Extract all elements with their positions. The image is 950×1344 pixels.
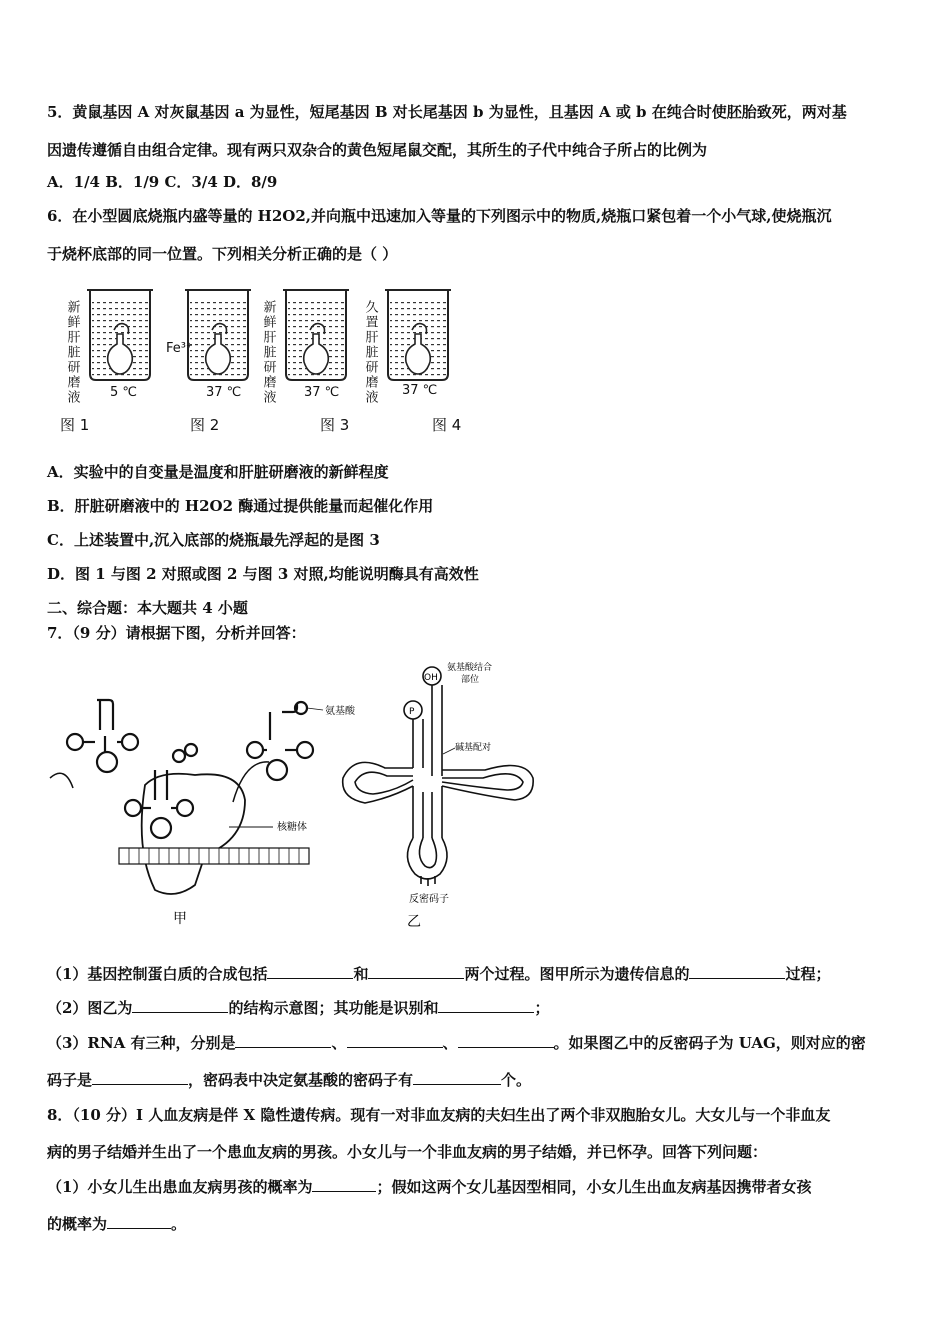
- blank-7[interactable]: [347, 1033, 443, 1048]
- label-1: 新鲜肝脏研磨液: [64, 300, 80, 405]
- pairing-label: 碱基配对: [455, 743, 492, 753]
- caption-4: 图 4: [432, 416, 462, 434]
- q7-p3f: ，密码表中决定氨基酸的密码子有: [188, 1071, 414, 1089]
- q7-p1d: 过程；: [785, 965, 831, 983]
- blank-11[interactable]: [312, 1177, 376, 1192]
- blank-3[interactable]: [689, 964, 785, 979]
- blank-9[interactable]: [92, 1070, 188, 1085]
- trna-figure: [335, 658, 545, 930]
- q8-p1c: 的概率为: [47, 1215, 108, 1233]
- q8-part1-cont: [47, 1214, 186, 1234]
- q7-p1b: 和: [353, 965, 369, 983]
- label-2: Fe³⁺: [166, 341, 193, 356]
- q5-line2: 因遗传遵循自由组合定律。现有两只双杂合的黄色短尾鼠交配，其所生的子代中纯合子所占的比例为: [47, 141, 708, 159]
- q8-p1a: （1）小女儿生出患血友病男孩的概率为: [47, 1178, 313, 1196]
- q7-stem: 7．（9 分）请根据下图，分析并回答：: [47, 624, 306, 642]
- q7-part2: [47, 998, 549, 1018]
- q7-part1: [47, 964, 831, 984]
- label-3: 新鲜肝脏研磨液: [260, 300, 276, 405]
- oh-label: OH: [424, 673, 438, 683]
- caption-1: 图 1: [60, 416, 90, 434]
- anticodon-label: 反密码子: [409, 894, 449, 905]
- blank-1[interactable]: [267, 964, 353, 979]
- q7-part3-cont: [47, 1070, 531, 1090]
- q7-p3d: 。如果图乙中的反密码子为 UAG，则对应的密: [553, 1034, 866, 1052]
- q7-part3: [47, 1033, 866, 1053]
- temp-1: 5 ℃: [110, 385, 138, 400]
- label-4: 久置肝脏研磨液: [362, 300, 378, 405]
- blank-8[interactable]: [458, 1033, 554, 1048]
- caption-2: 图 2: [190, 416, 220, 434]
- p-label: P: [409, 707, 415, 717]
- q7-p3b: 、: [331, 1034, 347, 1052]
- q5-options: A．1/4 B．1/9 C．3/4 D．8/9: [47, 173, 278, 191]
- q7-p3g: 个。: [501, 1071, 532, 1089]
- q6-option-c: C．上述装置中,沉入底部的烧瓶最先浮起的是图 3: [47, 531, 380, 549]
- beaker-figure: [60, 282, 480, 442]
- blank-12[interactable]: [107, 1214, 171, 1229]
- q7-p2b: 的结构示意图；其功能是识别和: [228, 999, 439, 1017]
- q7-p1a: （1）基因控制蛋白质的合成包括: [47, 965, 268, 983]
- q5-line1: 5．黄鼠基因 A 对灰鼠基因 a 为显性，短尾基因 B 对长尾基因 b 为显性，且基因 A 或 b 在纯合时使胚胎致死，两对基: [47, 103, 847, 121]
- blank-10[interactable]: [413, 1070, 501, 1085]
- q8-p1b: ；假如这两个女儿基因型相同，小女儿生出血友病基因携带者女孩: [376, 1178, 812, 1196]
- temp-2: 37 ℃: [206, 385, 242, 400]
- temp-3: 37 ℃: [304, 385, 340, 400]
- q8-part1: [47, 1177, 811, 1197]
- q6-line2: 于烧杯底部的同一位置。下列相关分析正确的是（ ）: [47, 245, 398, 263]
- q6-option-b: B．肝脏研磨液中的 H2O2 酶通过提供能量而起催化作用: [47, 497, 434, 515]
- site-label: 氨基酸结合: [447, 663, 493, 673]
- q7-p2c: ；: [534, 999, 550, 1017]
- q6-option-d: D．图 1 与图 2 对照或图 2 与图 3 对照,均能说明酶具有高效性: [47, 565, 479, 583]
- site-label-2: 部位: [461, 675, 480, 685]
- q7-p2a: （2）图乙为: [47, 999, 133, 1017]
- q7-p3e: 码子是: [47, 1071, 93, 1089]
- q7-p1c: 两个过程。图甲所示为遗传信息的: [464, 965, 690, 983]
- temp-4: 37 ℃: [402, 383, 438, 398]
- fig-jia-caption: 甲: [173, 911, 187, 927]
- q6-option-a: A．实验中的自变量是温度和肝脏研磨液的新鲜程度: [47, 463, 389, 481]
- q7-p3a: （3）RNA 有三种，分别是: [47, 1034, 236, 1052]
- blank-4[interactable]: [132, 998, 228, 1013]
- q8-p1d: 。: [171, 1215, 187, 1233]
- q7-p3c: 、: [442, 1034, 458, 1052]
- q8-line1: 8．（10 分）I 人血友病是伴 X 隐性遗传病。现有一对非血友病的夫妇生出了两个非双胞胎女儿。大女儿与一个非血友: [47, 1106, 831, 1124]
- fig-yi-caption: 乙: [407, 914, 421, 930]
- blank-2[interactable]: [368, 964, 464, 979]
- translation-figure: [45, 690, 365, 930]
- ribosome-label: 核糖体: [277, 822, 307, 833]
- caption-3: 图 3: [320, 416, 350, 434]
- section-title: 二、综合题：本大题共 4 小题: [47, 599, 248, 617]
- blank-6[interactable]: [235, 1033, 331, 1048]
- blank-5[interactable]: [438, 998, 534, 1013]
- amino-acid-label: 氨基酸: [325, 706, 355, 717]
- q8-line2: 病的男子结婚并生出了一个患血友病的男孩。小女儿与一个非血友病的男子结婚，并已怀孕。回答下列问题：: [47, 1143, 768, 1161]
- q6-line1: 6．在小型圆底烧瓶内盛等量的 H2O2,并向瓶中迅速加入等量的下列图示中的物质,烧瓶口紧包着一个小气球,使烧瓶沉: [47, 207, 832, 225]
